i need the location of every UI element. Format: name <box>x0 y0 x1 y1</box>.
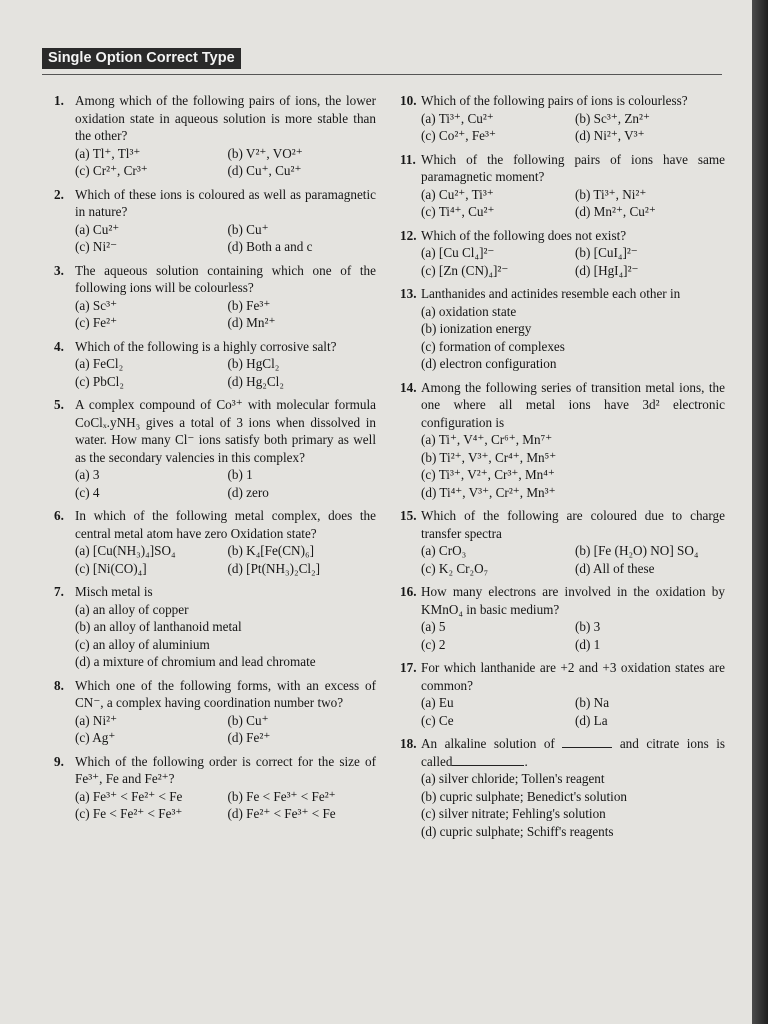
question <box>400 92 725 145</box>
option-b: (b) 1 <box>227 467 253 482</box>
option-c: (c) formation of complexes <box>421 338 565 354</box>
question <box>400 507 725 577</box>
option-a: (a) [Cu(NH₃)₄]SO₄ <box>75 543 176 558</box>
option-d: (d) Fe²⁺ < Fe³⁺ < Fe <box>227 806 336 821</box>
option-c: (c) 2 <box>421 636 446 652</box>
options <box>54 601 376 671</box>
question-text: Which of the following are coloured due to charge transfer spectra <box>421 508 725 541</box>
section-header: Single Option Correct Type <box>42 48 241 69</box>
options <box>54 355 376 390</box>
fill-blank <box>452 765 524 766</box>
option-a: (a) Fe³⁺ < Fe²⁺ < Fe <box>75 788 183 804</box>
question-text: A complex compound of Co³⁺ with molecular formula CoClₓ.yNH₃ gives a total of 3 ions when dissolved in water. How many Cl⁻ ions satisfy both primary as well as the secondary valencies in this complex? <box>75 397 376 465</box>
options <box>400 110 725 145</box>
options <box>400 186 725 221</box>
option-b: (b) Na <box>575 695 610 710</box>
option-b: (b) Fe < Fe³⁺ < Fe²⁺ <box>227 788 336 804</box>
options <box>400 431 725 501</box>
question-number: 5. <box>54 397 64 412</box>
option-c: (c) PbCl₂ <box>75 373 124 389</box>
question <box>400 583 725 653</box>
option-a: (a) Cu²⁺ <box>75 221 120 237</box>
question-text: Misch metal is <box>75 584 153 599</box>
question <box>54 753 376 823</box>
question-header <box>400 285 725 303</box>
question <box>54 396 376 501</box>
option-c: (c) Fe < Fe²⁺ < Fe³⁺ <box>75 806 183 821</box>
option-c: (c) 4 <box>75 484 100 500</box>
option-d: (d) Mn²⁺, Cu²⁺ <box>575 204 656 219</box>
question-text: Which of these ions is coloured as well as paramagnetic in nature? <box>75 186 376 219</box>
question-number: 3. <box>54 262 64 278</box>
question-number: 1. <box>54 93 64 108</box>
question <box>400 285 725 373</box>
option-a: (a) FeCl₂ <box>75 356 124 371</box>
option-b: (b) [Fe (H₂O) NO] SO₄ <box>575 543 699 558</box>
option-d: (d) zero <box>227 484 269 500</box>
question <box>54 507 376 577</box>
option-a: (a) [Cu Cl₄]²⁻ <box>421 245 495 260</box>
question <box>54 92 376 180</box>
left-column <box>54 92 376 829</box>
option-d: (d) Mn²⁺ <box>227 315 276 330</box>
options <box>400 694 725 729</box>
option-d: (d) All of these <box>575 560 655 576</box>
question-header <box>400 735 725 770</box>
option-d: (d) [HgI₄]²⁻ <box>575 262 639 278</box>
question <box>54 186 376 256</box>
question-number: 2. <box>54 186 64 202</box>
option-c: (c) K₂ Cr₂O₇ <box>421 560 489 576</box>
question-header <box>54 92 376 145</box>
option-c: (c) Fe²⁺ <box>75 315 118 330</box>
options <box>400 542 725 577</box>
question-number: 8. <box>54 677 64 693</box>
option-a: (a) Ni²⁺ <box>75 712 118 728</box>
option-a: (a) Eu <box>421 695 454 710</box>
option-d: (d) [Pt(NH₃)₂Cl₂] <box>227 560 321 576</box>
question-number: 11. <box>400 151 416 167</box>
question-header <box>400 507 725 542</box>
question-text: Which of the following is a highly corrosive salt? <box>75 338 337 354</box>
option-d: (d) La <box>575 712 608 728</box>
option-a: (a) Sc³⁺ <box>75 297 118 313</box>
option-c: (c) Ce <box>421 712 454 728</box>
option-b: (b) Cu⁺ <box>227 712 269 728</box>
option-d: (d) Fe²⁺ <box>227 730 271 745</box>
header-rule <box>42 74 722 75</box>
question-text: Which of the following order is correct for the size of Fe³⁺, Fe and Fe²⁺? <box>75 753 376 786</box>
options <box>54 297 376 332</box>
question <box>54 262 376 332</box>
option-b: (b) ionization energy <box>421 321 532 336</box>
question-header <box>54 583 376 601</box>
question-text: Which one of the following forms, with an excess of CN⁻, a complex having coordination number two? <box>75 677 376 710</box>
option-c: (c) Co²⁺, Fe³⁺ <box>421 128 496 143</box>
question-number: 18. <box>400 736 417 751</box>
question <box>400 379 725 502</box>
question-header <box>54 396 376 466</box>
options <box>54 788 376 823</box>
question-header <box>400 583 725 618</box>
question-header <box>400 151 725 186</box>
option-c: (c) an alloy of aluminium <box>75 636 210 652</box>
question-number: 6. <box>54 508 64 523</box>
option-a: (a) Ti⁺, V⁴⁺, Cr⁶⁺, Mn⁷⁺ <box>421 432 553 447</box>
option-b: (b) Cu⁺ <box>227 221 269 237</box>
question-header <box>54 186 376 221</box>
option-a: (a) 5 <box>421 619 446 634</box>
question-number: 7. <box>54 584 64 599</box>
option-b: (b) HgCl₂ <box>227 356 280 371</box>
question-text <box>421 735 725 770</box>
question-header <box>400 227 725 245</box>
question-number: 14. <box>400 379 417 395</box>
options <box>54 712 376 747</box>
question <box>400 735 725 840</box>
question-number: 13. <box>400 286 417 301</box>
option-c: (c) [Zn (CN)₄]²⁻ <box>421 262 509 278</box>
right-column <box>400 92 725 846</box>
options <box>400 770 725 840</box>
option-c: (c) Ag⁺ <box>75 730 116 745</box>
option-b: (b) Ti³⁺, Ni²⁺ <box>575 186 647 202</box>
question-text: Which of the following pairs of ions is colourless? <box>421 93 688 108</box>
question <box>400 227 725 280</box>
question-number: 4. <box>54 338 64 354</box>
question-number: 16. <box>400 584 417 599</box>
question-number: 9. <box>54 753 64 769</box>
option-c: (c) Ti⁴⁺, Cu²⁺ <box>421 204 495 219</box>
question-header <box>54 677 376 712</box>
option-d: (d) a mixture of chromium and lead chromate <box>75 654 316 669</box>
question-header <box>400 659 725 694</box>
option-d: (d) Ti⁴⁺, V³⁺, Cr²⁺, Mn³⁺ <box>421 484 556 500</box>
question-header <box>400 92 725 110</box>
question-text: Which of the following pairs of ions have same paramagnetic moment? <box>421 151 725 184</box>
option-b: (b) [CuI₄]²⁻ <box>575 245 638 260</box>
question <box>400 151 725 221</box>
question <box>54 583 376 671</box>
option-a: (a) CrO₃ <box>421 543 467 558</box>
options <box>400 303 725 373</box>
question-header <box>54 507 376 542</box>
option-b: (b) cupric sulphate; Benedict's solution <box>421 788 628 804</box>
option-a: (a) silver chloride; Tollen's reagent <box>421 771 605 786</box>
question-header <box>54 753 376 788</box>
question-number: 15. <box>400 508 417 523</box>
option-d: (d) Both a and c <box>227 239 313 254</box>
question-text-part: and citrate ions is called <box>421 736 726 769</box>
question <box>400 659 725 729</box>
options <box>400 618 725 653</box>
question-text: For which lanthanide are +2 and +3 oxidation states are common? <box>421 660 725 693</box>
question-header <box>400 379 725 432</box>
option-b: (b) V²⁺, VO²⁺ <box>227 145 303 161</box>
option-d: (d) 1 <box>575 636 601 652</box>
option-b: (b) 3 <box>575 619 601 634</box>
question-text-part: . <box>524 753 528 769</box>
question-number: 10. <box>400 93 417 108</box>
question-text: Lanthanides and actinides resemble each other in <box>421 286 681 301</box>
option-b: (b) Fe³⁺ <box>227 297 271 313</box>
question-text-part: An alkaline solution of <box>421 736 555 751</box>
option-b: (b) an alloy of lanthanoid metal <box>75 619 242 634</box>
options <box>400 244 725 279</box>
option-c: (c) Ti³⁺, V²⁺, Cr³⁺, Mn⁴⁺ <box>421 467 555 482</box>
option-a: (a) Cu²⁺, Ti³⁺ <box>421 186 494 202</box>
option-a: (a) 3 <box>75 467 100 482</box>
option-b: (b) Sc³⁺, Zn²⁺ <box>575 110 650 126</box>
question-text: Among the following series of transition metal ions, the one where all metal ions have 3d² electronic configuration is <box>421 379 725 430</box>
question-header <box>54 338 376 356</box>
option-a: (a) an alloy of copper <box>75 601 189 617</box>
question <box>54 338 376 391</box>
option-c: (c) Ni²⁻ <box>75 239 118 254</box>
question-text: In which of the following metal complex, does the central metal atom have zero Oxidation state? <box>75 508 376 541</box>
option-d: (d) Hg₂Cl₂ <box>227 373 284 389</box>
question <box>54 677 376 747</box>
option-c: (c) [Ni(CO)₄] <box>75 560 147 576</box>
question-number: 12. <box>400 227 417 243</box>
option-d: (d) Cu⁺, Cu²⁺ <box>227 163 302 178</box>
page-edge-shadow <box>752 0 768 1024</box>
question-text: Which of the following does not exist? <box>421 227 627 243</box>
option-b: (b) K₄[Fe(CN)₆] <box>227 543 314 558</box>
options <box>54 221 376 256</box>
option-c: (c) Cr²⁺, Cr³⁺ <box>75 163 148 178</box>
option-d: (d) cupric sulphate; Schiff's reagents <box>421 823 614 839</box>
option-a: (a) oxidation state <box>421 303 517 319</box>
fill-blank <box>562 747 612 748</box>
options <box>54 466 376 501</box>
options <box>54 542 376 577</box>
option-d: (d) electron configuration <box>421 356 557 371</box>
option-d: (d) Ni²⁺, V³⁺ <box>575 128 645 143</box>
question-text: How many electrons are involved in the oxidation by KMnO₄ in basic medium? <box>421 584 725 617</box>
options <box>54 145 376 180</box>
question-header <box>54 262 376 297</box>
option-a: (a) Ti³⁺, Cu²⁺ <box>421 110 494 126</box>
option-c: (c) silver nitrate; Fehling's solution <box>421 806 606 821</box>
option-b: (b) Ti²⁺, V³⁺, Cr⁴⁺, Mn⁵⁺ <box>421 449 557 465</box>
option-a: (a) Tl⁺, Tl³⁺ <box>75 145 141 161</box>
question-text: Among which of the following pairs of ions, the lower oxidation state in aqueous solution is more stable than the other? <box>75 93 376 143</box>
question-number: 17. <box>400 660 417 675</box>
question-text: The aqueous solution containing which one of the following ions will be colourless? <box>75 262 376 295</box>
